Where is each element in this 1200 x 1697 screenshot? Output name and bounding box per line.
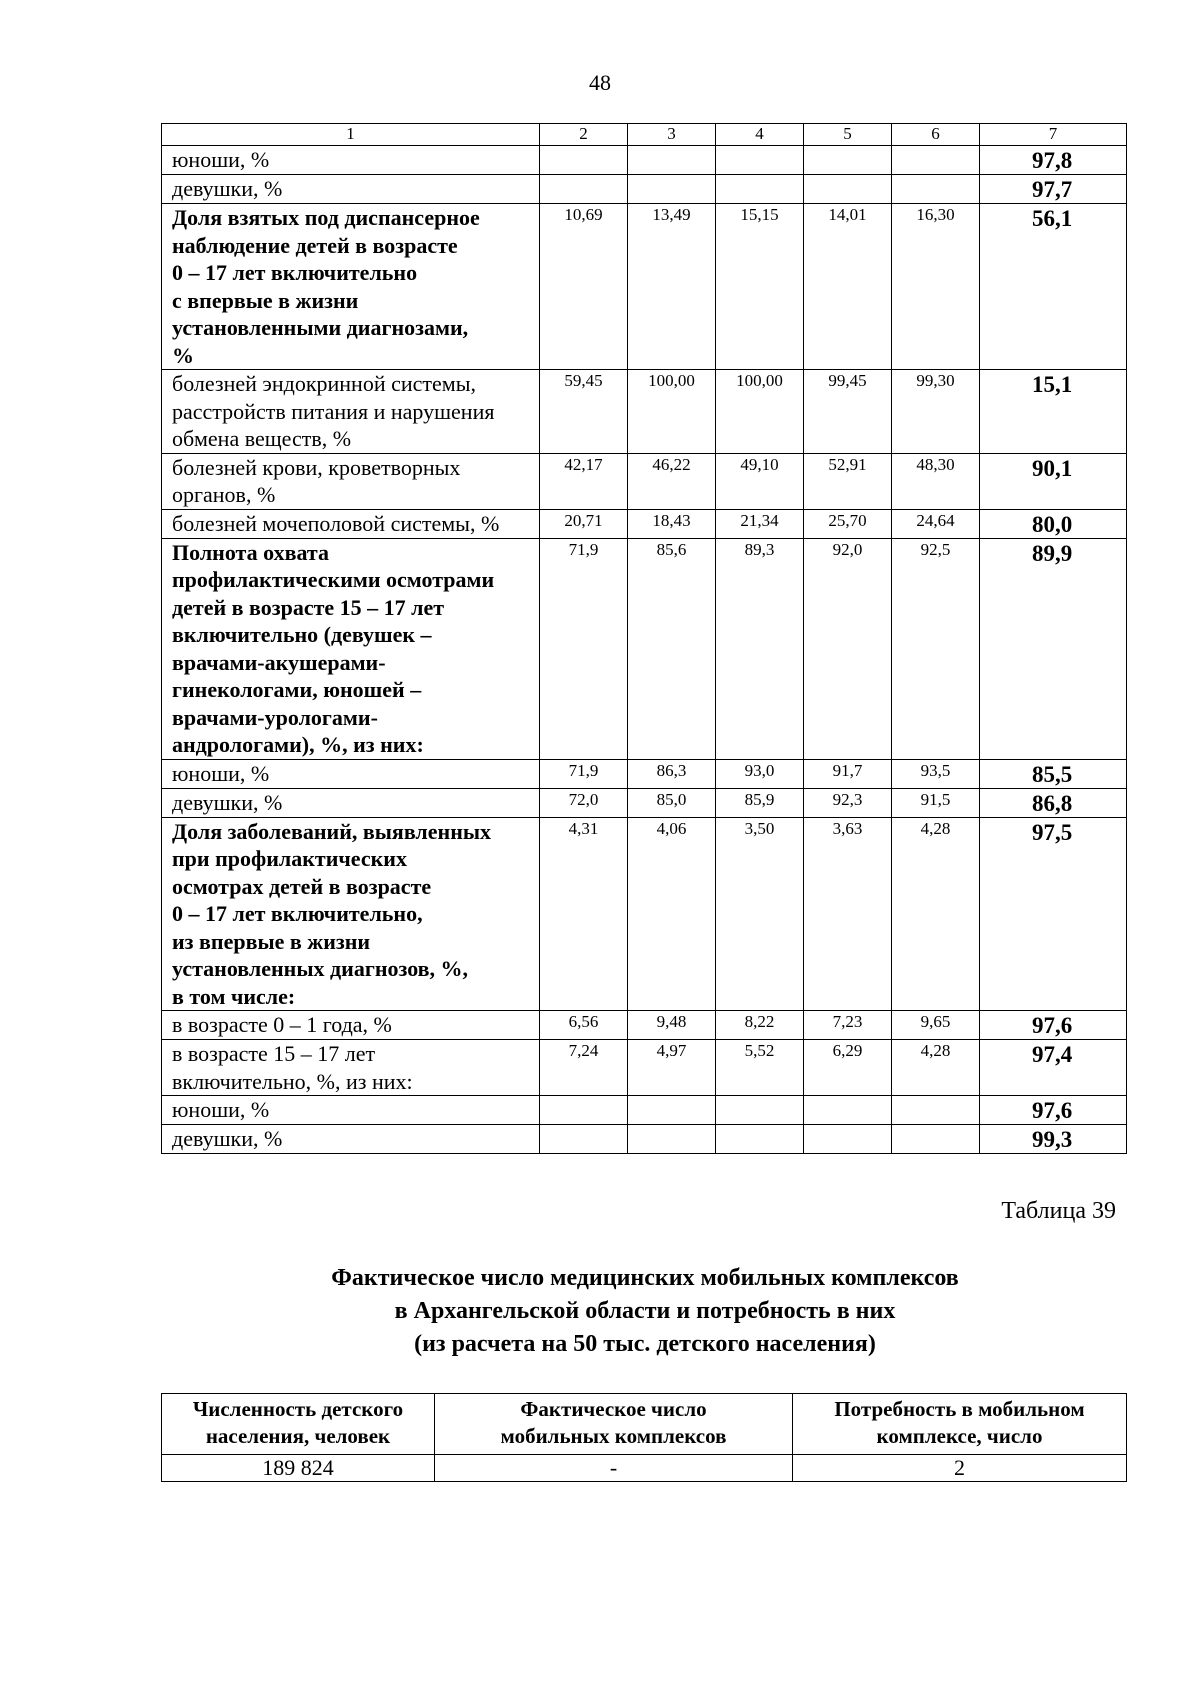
header-line: Фактическое число [520,1397,707,1421]
table-row [162,146,1127,175]
table-row [162,759,1127,788]
value-cell: 85,6 [628,538,716,759]
mobile-complexes-table [161,1393,1127,1482]
total-cell: 56,1 [980,204,1127,370]
row-label-line: в том числе: [172,983,296,1009]
value-cell: 99,30 [892,370,980,454]
row-label-line: наблюдение детей в возрасте [172,232,458,258]
value-cell: 71,9 [540,759,628,788]
row-label-line: включительно (девушек – [172,622,432,647]
row-label-line: расстройств питания и нарушения [172,398,495,424]
total-cell: 97,6 [980,1011,1127,1040]
row-label-line: андрологами), %, из них: [172,732,424,757]
value-cell [628,1096,716,1125]
table-row [162,788,1127,817]
value-cell: 25,70 [804,509,892,538]
row-label-line: Полнота охвата [172,539,329,565]
row-label: девушки, % [162,788,540,817]
value-cell [716,1125,804,1154]
column-number-cell: 4 [716,124,804,146]
value-cell: 15,15 [716,204,804,370]
value-cell [716,175,804,204]
table-row [162,370,1127,454]
value-cell: 91,5 [892,788,980,817]
header-cell-population [162,1394,435,1455]
table-title-line: (из расчета на 50 тыс. детского населения) [414,1331,876,1357]
value-cell: 4,97 [628,1040,716,1096]
table-row [162,817,1127,1011]
table-row [162,453,1127,509]
cell-population: 189 824 [162,1455,435,1482]
row-label-line: установленными диагнозами, [172,315,469,340]
row-label-line: в возрасте 15 – 17 лет [172,1041,376,1066]
header-line: населения, человек [205,1424,391,1448]
row-label-line: врачами-акушерами- [172,649,386,675]
total-cell: 97,5 [980,817,1127,1011]
header-cell-actual [435,1394,793,1455]
value-cell: 92,0 [804,538,892,759]
table-row [162,1455,1127,1482]
value-cell [716,1096,804,1125]
row-label-line: гинекологами, юношей – [172,677,422,702]
header-line: комплексе, число [876,1424,1043,1448]
header-line: Численность детского [192,1397,404,1421]
value-cell [892,1125,980,1154]
row-label: юноши, % [162,759,540,788]
value-cell: 14,01 [804,204,892,370]
header-line: Потребность в мобильном [834,1397,1085,1421]
value-cell: 6,29 [804,1040,892,1096]
value-cell: 13,49 [628,204,716,370]
row-label [162,204,540,370]
value-cell: 3,63 [804,817,892,1011]
value-cell [804,1125,892,1154]
row-label-line: с впервые в жизни [172,287,359,313]
value-cell: 16,30 [892,204,980,370]
cell-actual: - [435,1455,793,1482]
row-label [162,1040,540,1096]
value-cell [540,1125,628,1154]
table-row [162,1040,1127,1096]
table-row [162,1125,1127,1154]
value-cell [540,175,628,204]
value-cell [892,1096,980,1125]
value-cell: 100,00 [628,370,716,454]
row-label-line: обмена веществ, % [172,426,352,451]
row-label: в возрасте 0 – 1 года, % [162,1011,540,1040]
row-label-line: врачами-урологами- [172,704,378,730]
row-label [162,817,540,1011]
value-cell: 86,3 [628,759,716,788]
value-cell: 7,23 [804,1011,892,1040]
column-number-cell: 1 [162,124,540,146]
value-cell: 99,45 [804,370,892,454]
table-row [162,1011,1127,1040]
value-cell: 20,71 [540,509,628,538]
value-cell: 4,06 [628,817,716,1011]
value-cell: 5,52 [716,1040,804,1096]
value-cell: 4,31 [540,817,628,1011]
value-cell: 9,48 [628,1011,716,1040]
value-cell: 92,3 [804,788,892,817]
column-number-cell: 7 [980,124,1127,146]
row-label-line: 0 – 17 лет включительно [172,260,418,285]
row-label-line: установленных диагнозов, %, [172,956,469,981]
table-row [162,175,1127,204]
value-cell: 4,28 [892,817,980,1011]
table-title [0,1262,1200,1361]
table-caption: Таблица 39 [1001,1198,1116,1224]
total-cell: 80,0 [980,509,1127,538]
table-row [162,204,1127,370]
total-cell: 15,1 [980,370,1127,454]
value-cell [540,146,628,175]
value-cell: 59,45 [540,370,628,454]
row-label-line: из впервые в жизни [172,928,371,954]
value-cell [892,146,980,175]
value-cell [804,175,892,204]
column-number-cell: 3 [628,124,716,146]
value-cell: 10,69 [540,204,628,370]
value-cell [892,175,980,204]
value-cell: 72,0 [540,788,628,817]
value-cell: 89,3 [716,538,804,759]
table-title-line: в Архангельской области и потребность в них [394,1298,896,1324]
row-label-line: детей в возрасте 15 – 17 лет [172,594,445,620]
row-label-line: болезней эндокринной системы, [172,371,476,396]
row-label-line: профилактическими осмотрами [172,567,495,592]
value-cell [628,146,716,175]
value-cell: 8,22 [716,1011,804,1040]
value-cell [628,1125,716,1154]
value-cell: 49,10 [716,453,804,509]
value-cell: 85,9 [716,788,804,817]
value-cell: 7,24 [540,1040,628,1096]
value-cell: 18,43 [628,509,716,538]
value-cell: 21,34 [716,509,804,538]
table-header-row [162,1394,1127,1455]
table-row [162,1096,1127,1125]
row-label-line: включительно, %, из них: [172,1068,413,1094]
row-label [162,453,540,509]
value-cell: 9,65 [892,1011,980,1040]
table-row [162,509,1127,538]
value-cell [716,146,804,175]
row-label-line: органов, % [172,482,276,507]
total-cell: 89,9 [980,538,1127,759]
total-cell: 97,7 [980,175,1127,204]
value-cell: 100,00 [716,370,804,454]
page-number: 48 [589,70,611,95]
value-cell: 42,17 [540,453,628,509]
row-label-line: Доля заболеваний, выявленных [172,818,492,844]
row-label-line: осмотрах детей в возрасте [172,873,432,899]
value-cell: 4,28 [892,1040,980,1096]
row-label-line: % [172,342,194,368]
total-cell: 86,8 [980,788,1127,817]
row-label [162,538,540,759]
total-cell: 97,4 [980,1040,1127,1096]
value-cell: 85,0 [628,788,716,817]
row-label-line: 0 – 17 лет включительно, [172,901,423,926]
header-cell-need [793,1394,1127,1455]
total-cell: 85,5 [980,759,1127,788]
value-cell: 71,9 [540,538,628,759]
value-cell [540,1096,628,1125]
value-cell [628,175,716,204]
value-cell: 93,5 [892,759,980,788]
table-header-row [162,124,1127,146]
header-line: мобильных комплексов [500,1424,727,1448]
total-cell: 97,8 [980,146,1127,175]
row-label: юноши, % [162,1096,540,1125]
column-number-cell: 2 [540,124,628,146]
column-number-cell: 5 [804,124,892,146]
value-cell: 48,30 [892,453,980,509]
total-cell: 97,6 [980,1096,1127,1125]
table-row [162,538,1127,759]
total-cell: 99,3 [980,1125,1127,1154]
value-cell: 3,50 [716,817,804,1011]
cell-need: 2 [793,1455,1127,1482]
column-number-cell: 6 [892,124,980,146]
value-cell: 46,22 [628,453,716,509]
row-label-line: при профилактических [172,846,407,871]
value-cell [804,1096,892,1125]
row-label-line: Доля взятых под диспансерное [172,205,480,230]
value-cell: 91,7 [804,759,892,788]
value-cell: 92,5 [892,538,980,759]
row-label: девушки, % [162,175,540,204]
row-label: девушки, % [162,1125,540,1154]
row-label: болезней мочеполовой системы, % [162,509,540,538]
value-cell [804,146,892,175]
value-cell: 6,56 [540,1011,628,1040]
row-label-line: болезней крови, кроветворных [172,454,461,480]
value-cell: 93,0 [716,759,804,788]
row-label [162,370,540,454]
indicators-table [161,123,1127,1154]
row-label: юноши, % [162,146,540,175]
value-cell: 52,91 [804,453,892,509]
value-cell: 24,64 [892,509,980,538]
total-cell: 90,1 [980,453,1127,509]
table-title-line: Фактическое число медицинских мобильных комплексов [331,1265,959,1291]
